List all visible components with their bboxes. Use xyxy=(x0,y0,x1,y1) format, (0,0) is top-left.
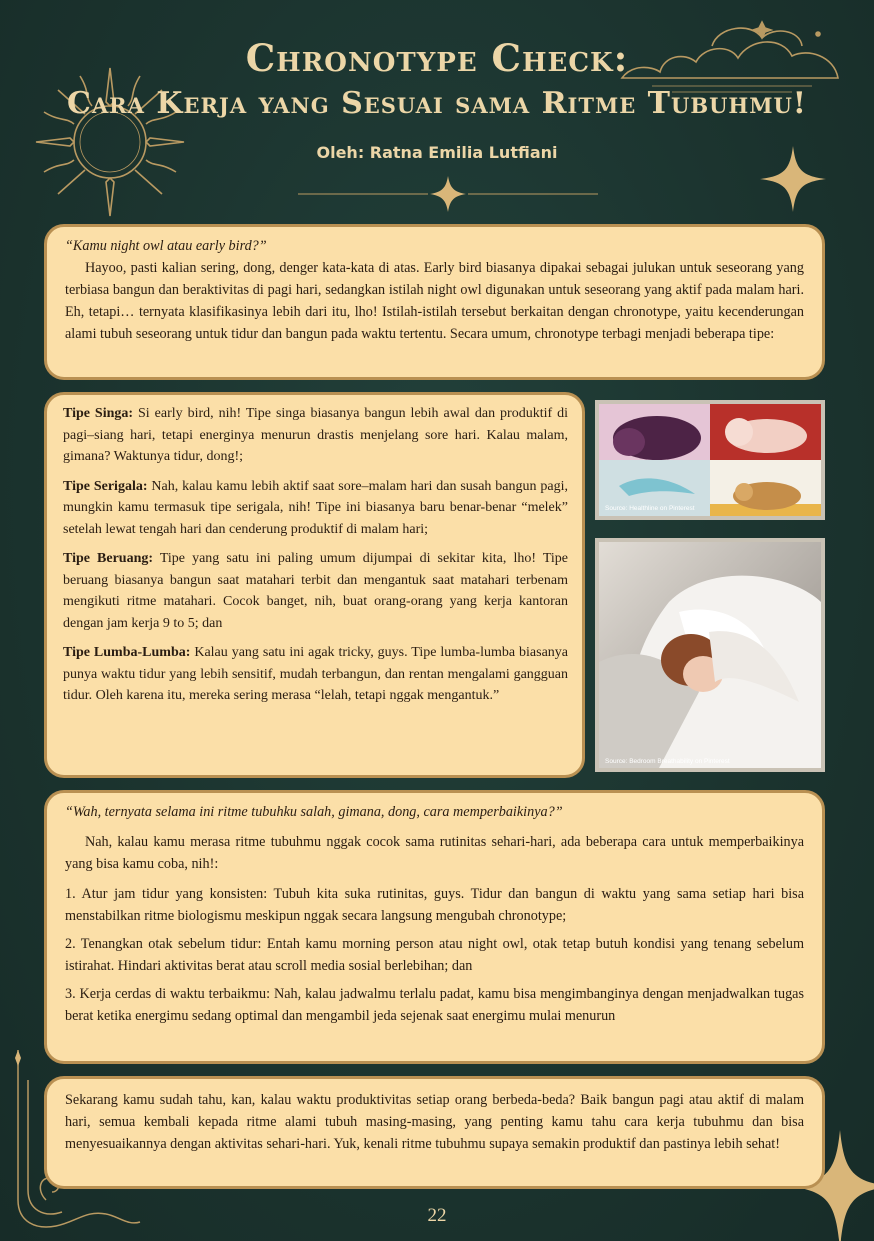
tips-list xyxy=(65,883,804,1027)
closing-card xyxy=(44,1076,825,1189)
title-divider xyxy=(298,176,598,212)
page-title: Chronotype Check: xyxy=(245,36,629,80)
page-subtitle: Cara Kerja yang Sesuai sama Ritme Tubuhmu! xyxy=(67,86,807,121)
sleeping-person-photo xyxy=(595,538,825,772)
closing-text: Sekarang kamu sudah tahu, kan, kalau waktu produktivitas setiap orang berbeda-beda? Baik bangun pagi atau aktif di malam hari, semua kembali kepada ritme alami tubuh masing-masing, yang penting kamu tahu cara kerja tubuhmu dan bisa menyesuaikannya dengan aktivitas sehari-hari. Yuk, kenali ritme tubuhmu supaya semakin produktif dan pastinya lebih sehat! xyxy=(65,1092,804,1152)
type-wolf: Tipe Serigala: Nah, kalau kamu lebih aktif saat sore–malam hari dan susah bangun pagi, mungkin kamu termasuk tipe serigala, nih! Tipe ini biasanya baru benar-benar “melek” setelah lewat tengah hari dan cenderung produktif di malam hari; xyxy=(63,478,568,537)
list-item: 1. Atur jam tidur yang konsisten: Tubuh kita suka rutinitas, guys. Tidur dan bangun di waktu yang sama setiap hari bisa menstabilkan ritme biologismu meskipun nggak secara langsung mengubah chronotype; xyxy=(65,886,804,924)
page-number: 22 xyxy=(427,1205,447,1226)
chronotype-types-card xyxy=(44,392,585,778)
chronotype-animals-image xyxy=(595,400,825,520)
type-lion: Tipe Singa: Si early bird, nih! Tipe singa biasanya bangun lebih awal dan produktif di pagi–siang hari, tetapi energinya menurun drastis menjelang sore hari. Kalau malam, gimana? Waktunya tidur, dong!; xyxy=(63,406,568,464)
tips-card xyxy=(44,790,825,1064)
list-item: 2. Tenangkan otak sebelum tidur: Entah kamu morning person atau night owl, otak tetap butuh kondisi yang tenang sebelum istirahat. Hindari aktivitas berat atau scroll media sosial berlebihan; dan xyxy=(65,936,804,974)
image-source-caption: Source: Healthline on Pinterest xyxy=(605,505,695,512)
type-dolphin: Tipe Lumba-Lumba: Kalau yang satu ini agak tricky, guys. Tipe lumba-lumba biasanya punya waktu tidur yang lebih sensitif, mudah terbangun, dan rentan mengalami gangguan tidur. Oleh karena itu, mereka sering merasa “lelah, tetapi nggak mengantuk.” xyxy=(63,645,568,703)
tips-lead: Nah, kalau kamu merasa ritme tubuhmu nggak cocok sama rutinitas sehari-hari, ada beberapa cara untuk memperbaikinya yang bisa kamu coba, nih!: xyxy=(65,834,804,872)
image-source-caption: Source: Bedroom Breathability on Pinterest xyxy=(605,758,730,765)
intro-card xyxy=(44,224,825,380)
author-byline: Oleh: Ratna Emilia Lutfiani xyxy=(316,143,558,162)
type-bear: Tipe Beruang: Tipe yang satu ini paling umum dijumpai di sekitar kita, lho! Tipe beruang biasanya bangun saat matahari terbit dan mengantuk saat matahari terbenam mengikuti ritme matahari. Cocok banget, nih, buat orang-orang yang kerja kantoran dengan jam kerja 9 to 5; dan xyxy=(63,551,568,631)
intro-body: Hayoo, pasti kalian sering, dong, denger kata-kata di atas. Early bird biasanya dipakai sebagai julukan untuk seseorang yang terbiasa bangun dan beraktivitas di pagi hari, sedangkan istilah night owl digunakan untuk seseorang yang aktif pada malam hari. Eh, tetapi… ternyata klasifikasinya lebih dari itu, lho! Istilah-istilah tersebut berkaitan dengan chronotype, yaitu kecenderungan alami tubuh seseorang untuk tidur dan bangun pada waktu tertentu. Secara umum, chronotype terbagi menjadi beberapa tipe: xyxy=(65,260,804,342)
list-item: 3. Kerja cerdas di waktu terbaikmu: Nah, kalau jadwalmu terlalu padat, kamu bisa mengimbanginya dengan menjadwalkan tugas berat ketika energimu sedang optimal dan mengambil jeda sejenak saat energimu mulai menurun xyxy=(65,986,804,1024)
intro-question: “Kamu night owl atau early bird?” xyxy=(65,238,267,254)
tips-question: “Wah, ternyata selama ini ritme tubuhku salah, gimana, dong, cara memperbaikinya?” xyxy=(65,804,563,820)
